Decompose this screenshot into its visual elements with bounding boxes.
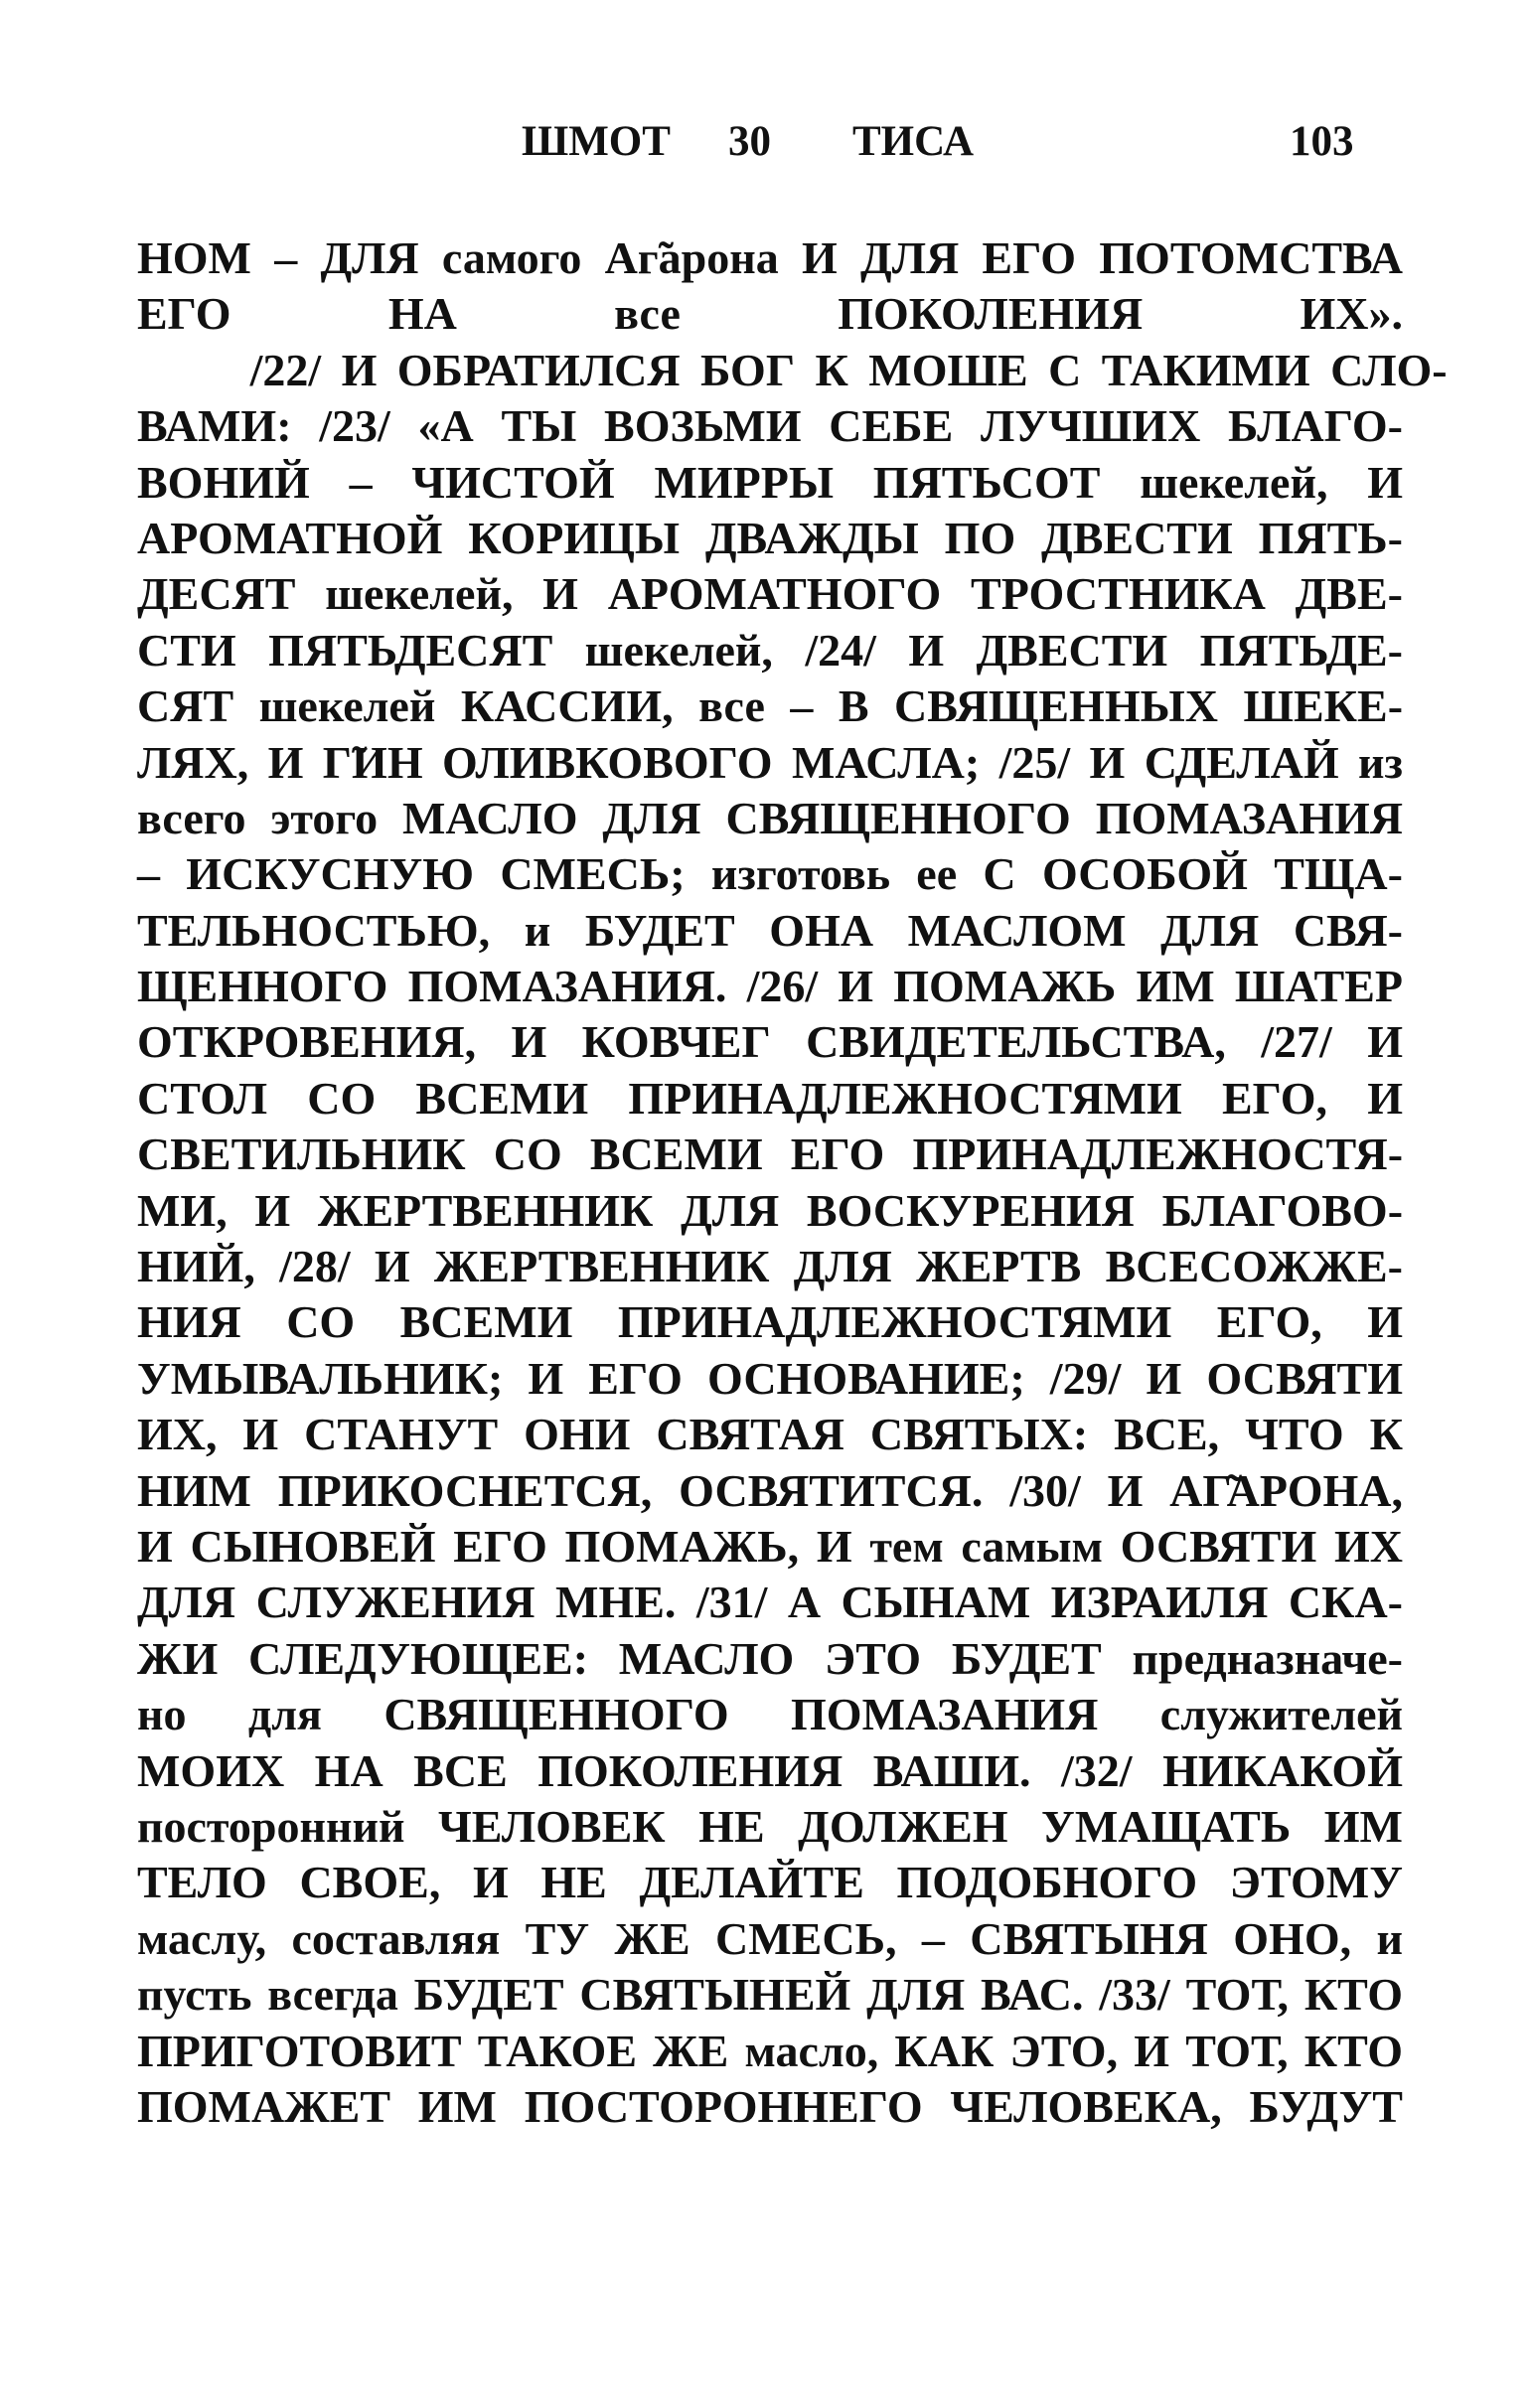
page-number: 103 — [1290, 118, 1354, 165]
text-line: ПОМАЖЕТ ИМ ПОСТОРОННЕГО ЧЕЛОВЕКА, БУДУТ — [137, 2080, 1403, 2132]
text-line: ИХ, И СТАНУТ ОНИ СВЯТАЯ СВЯТЫХ: ВСЕ, ЧТО К — [137, 1409, 1403, 1460]
text-line: И СЫНОВЕЙ ЕГО ПОМАЖЬ, И тем самым ОСВЯТИ ИХ — [137, 1520, 1403, 1572]
text-line: ЛЯХ, И Г̃ИН ОЛИВКОВОГО МАСЛА; /25/ И СДЕЛАЙ из — [137, 736, 1404, 788]
text-line: СТОЛ СО ВСЕМИ ПРИНАДЛЕЖНОСТЯМИ ЕГО, И — [137, 1072, 1403, 1124]
text-line: ТЕЛЬНОСТЬЮ, и БУДЕТ ОНА МАСЛОМ ДЛЯ СВЯ- — [137, 904, 1403, 956]
text-line: посторонний ЧЕЛОВЕК НЕ ДОЛЖЕН УМАЩАТЬ ИМ — [137, 1800, 1403, 1852]
text-line: ТЕЛО СВОЕ, И НЕ ДЕЛАЙТЕ ПОДОБНОГО ЭТОМУ — [137, 1857, 1403, 1908]
text-line: маслу, составляя ТУ ЖЕ СМЕСЬ, – СВЯТЫНЯ ОНО, и — [137, 1912, 1403, 1964]
text-line: ЖИ СЛЕДУЮЩЕЕ: МАСЛО ЭТО БУДЕТ предназначе- — [137, 1632, 1403, 1684]
text-line: МИ, И ЖЕРТВЕННИК ДЛЯ ВОСКУРЕНИЯ БЛАГОВО- — [137, 1184, 1404, 1236]
running-header — [0, 117, 1533, 197]
text-line: НИЙ, /28/ И ЖЕРТВЕННИК ДЛЯ ЖЕРТВ ВСЕСОЖЖЕ- — [137, 1241, 1403, 1292]
text-line: АРОМАТНОЙ КОРИЦЫ ДВАЖДЫ ПО ДВЕСТИ ПЯТЬ- — [137, 512, 1403, 563]
text-line: УМЫВАЛЬНИК; И ЕГО ОСНОВАНИЕ; /29/ И ОСВЯТИ — [137, 1352, 1404, 1404]
header-book-title: ШМОТ — [522, 118, 671, 165]
text-line: НИМ ПРИКОСНЕТСЯ, ОСВЯТИТСЯ. /30/ И АГ̃АРОНА, — [137, 1464, 1403, 1516]
text-line: – ИСКУСНУЮ СМЕСЬ; изготовь ее С ОСОБОЙ ТЩА- — [137, 848, 1403, 900]
text-line: всего этого МАСЛО ДЛЯ СВЯЩЕННОГО ПОМАЗАНИЯ — [137, 792, 1404, 843]
text-line: ДЕСЯТ шекелей, И АРОМАТНОГО ТРОСТНИКА ДВЕ- — [137, 568, 1403, 620]
text-line: СЯТ шекелей КАССИИ, все – В СВЯЩЕННЫХ ШЕКЕ- — [137, 680, 1404, 732]
text-line: ВОНИЙ – ЧИСТОЙ МИРРЫ ПЯТЬСОТ шекелей, И — [137, 456, 1403, 508]
text-line: НОМ – ДЛЯ самого Аг̃арона И ДЛЯ ЕГО ПОТОМСТВА — [137, 232, 1404, 283]
text-line: НИЯ СО ВСЕМИ ПРИНАДЛЕЖНОСТЯМИ ЕГО, И — [137, 1296, 1404, 1348]
header-parasha-name: ТИСА — [852, 118, 975, 165]
text-line: ЩЕННОГО ПОМАЗАНИЯ. /26/ И ПОМАЖЬ ИМ ШАТЕР — [137, 961, 1404, 1012]
text-line: пусть всегда БУДЕТ СВЯТЫНЕЙ ДЛЯ ВАС. /33/ ТОТ, КТО — [137, 1969, 1404, 2021]
text-line: ОТКРОВЕНИЯ, И КОВЧЕГ СВИДЕТЕЛЬСТВА, /27/ И — [137, 1016, 1403, 1068]
text-line: ПРИГОТОВИТ ТАКОЕ ЖЕ масло, КАК ЭТО, И ТОТ, КТО — [137, 2025, 1404, 2076]
text-line: /22/ И ОБРАТИЛСЯ БОГ К МОШЕ С ТАКИМИ СЛО- — [137, 344, 1448, 395]
body-text — [137, 230, 1448, 2135]
header-chapter-number: 30 — [728, 118, 771, 165]
text-line: МОИХ НА ВСЕ ПОКОЛЕНИЯ ВАШИ. /32/ НИКАКОЙ — [137, 1744, 1403, 1796]
text-line: ЕГО НА все ПОКОЛЕНИЯ ИХ». — [137, 288, 1403, 340]
text-line: ВАМИ: /23/ «А ТЫ ВОЗЬМИ СЕБЕ ЛУЧШИХ БЛАГО- — [137, 400, 1403, 452]
text-line: СВЕТИЛЬНИК СО ВСЕМИ ЕГО ПРИНАДЛЕЖНОСТЯ- — [137, 1129, 1404, 1180]
text-line: СТИ ПЯТЬДЕСЯТ шекелей, /24/ И ДВЕСТИ ПЯТЬДЕ- — [137, 624, 1403, 676]
text-line: но для СВЯЩЕННОГО ПОМАЗАНИЯ служителей — [137, 1689, 1404, 1740]
text-line: ДЛЯ СЛУЖЕНИЯ МНЕ. /31/ А СЫНАМ ИЗРАИЛЯ СКА- — [137, 1577, 1403, 1628]
